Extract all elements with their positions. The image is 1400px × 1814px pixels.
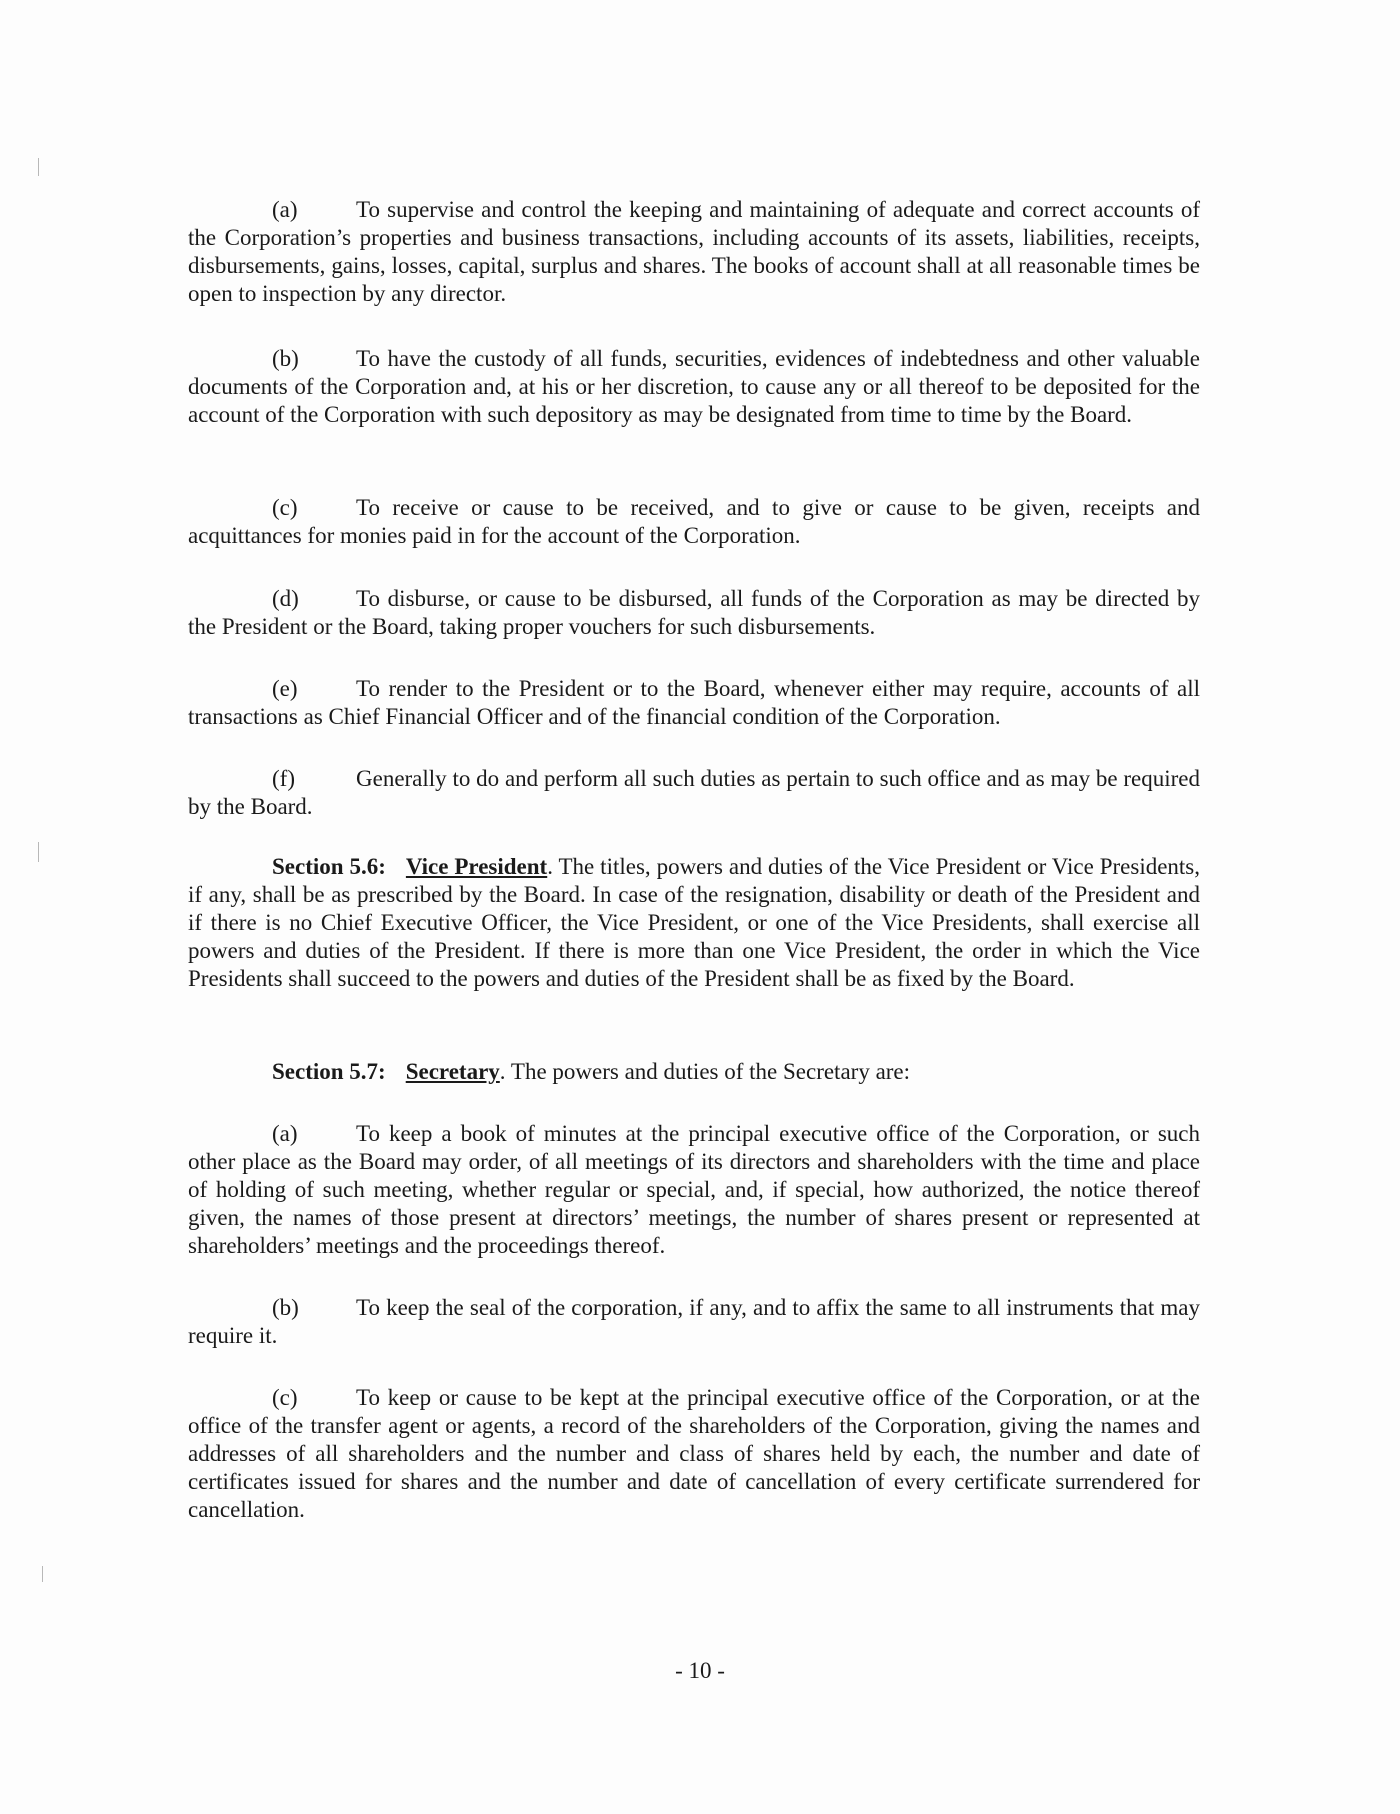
page-number: - 10 - (675, 1658, 725, 1683)
paragraph-text: Generally to do and perform all such duties as pertain to such office and as may be required by the Board. (188, 766, 1200, 819)
paragraph-label: (e) (272, 676, 298, 701)
paragraph-text: To disburse, or cause to be disbursed, all funds of the Corporation as may be directed by the President or the Board, taking proper vouchers for such disbursements. (188, 586, 1200, 639)
paragraph-text: To have the custody of all funds, securities, evidences of indebtedness and other valuable documents of the Corporation and, at his or her discretion, to cause any or all thereof to be deposited for the account of the Corporation with such depository as may be designated from time to time by the Board. (188, 346, 1200, 427)
section-5-7-secretary (188, 1058, 1200, 1086)
paragraph-f-cfo-general (188, 765, 1200, 821)
paragraph-a-cfo-accounts (188, 196, 1200, 308)
margin-mark (42, 1566, 43, 1582)
paragraph-text: To receive or cause to be received, and to give or cause to be given, receipts and acquittances for monies paid in for the account of the Corporation. (188, 495, 1200, 548)
paragraph-text: To supervise and control the keeping and maintaining of adequate and correct accounts of the Corporation’s properties and business transactions, including accounts of its assets, liabilities, receipts, disbursements, gains, losses, capital, surplus and shares. The books of account shall at all reasonable times be open to inspection by any director. (188, 197, 1200, 306)
section-label: Section 5.7: (272, 1059, 386, 1084)
paragraph-label: (d) (272, 586, 299, 611)
section-title: Vice President (405, 854, 548, 879)
paragraph-d-cfo-disburse (188, 585, 1200, 641)
margin-mark (38, 842, 39, 862)
margin-mark (38, 158, 39, 176)
paragraph-label: (b) (272, 1295, 299, 1320)
section-title-period: . (547, 854, 559, 879)
section-text: The powers and duties of the Secretary are: (510, 1059, 911, 1084)
paragraph-label: (c) (272, 1385, 298, 1410)
paragraph-e-cfo-render (188, 675, 1200, 731)
paragraph-text: To keep the seal of the corporation, if any, and to affix the same to all instruments that may require it. (188, 1295, 1200, 1348)
paragraph-text: To keep or cause to be kept at the principal executive office of the Corporation, or at the office of the transfer agent or agents, a record of the shareholders of the Corporation, giving the names and addresses of all shareholders and the number and class of shares held by each, the number and date of certificates issued for shares and the number and date of cancellation of every certificate surrendered for cancellation. (188, 1385, 1200, 1522)
paragraph-c-cfo-receipts (188, 494, 1200, 550)
section-text: The titles, powers and duties of the Vice President or Vice Presidents, if any, shall be as prescribed by the Board. In case of the resignation, disability or death of the President and if there is no Chief Executive Officer, the Vice President, or one of the Vice Presidents, shall exercise all powers and duties of the President. If there is more than one Vice President, the order in which the Vice Presidents shall succeed to the powers and duties of the President shall be as fixed by the Board. (188, 854, 1201, 991)
paragraph-c-secretary-record (188, 1384, 1200, 1524)
paragraph-text: To keep a book of minutes at the principal executive office of the Corporation, or such other place as the Board may order, of all meetings of its directors and shareholders with the time and place of holding of such meeting, whether regular or special, and, if special, how authorized, the notice thereof given, the names of those present at directors’ meetings, the number of shares present or represented at shareholders’ meetings and the proceedings thereof. (188, 1121, 1200, 1258)
paragraph-label: (b) (272, 346, 299, 371)
section-title-period: . (499, 1059, 511, 1084)
paragraph-b-secretary-seal (188, 1294, 1200, 1350)
paragraph-a-secretary-minutes (188, 1120, 1200, 1260)
paragraph-label: (a) (272, 1121, 298, 1146)
paragraph-label: (f) (272, 766, 295, 791)
section-title: Secretary (405, 1059, 500, 1084)
paragraph-text: To render to the President or to the Board, whenever either may require, accounts of all transactions as Chief Financial Officer and of the financial condition of the Corporation. (188, 676, 1200, 729)
paragraph-label: (c) (272, 495, 298, 520)
section-label: Section 5.6: (272, 854, 386, 879)
paragraph-label: (a) (272, 197, 298, 222)
section-5-6-vice-president (188, 853, 1200, 993)
paragraph-b-cfo-custody (188, 345, 1200, 429)
